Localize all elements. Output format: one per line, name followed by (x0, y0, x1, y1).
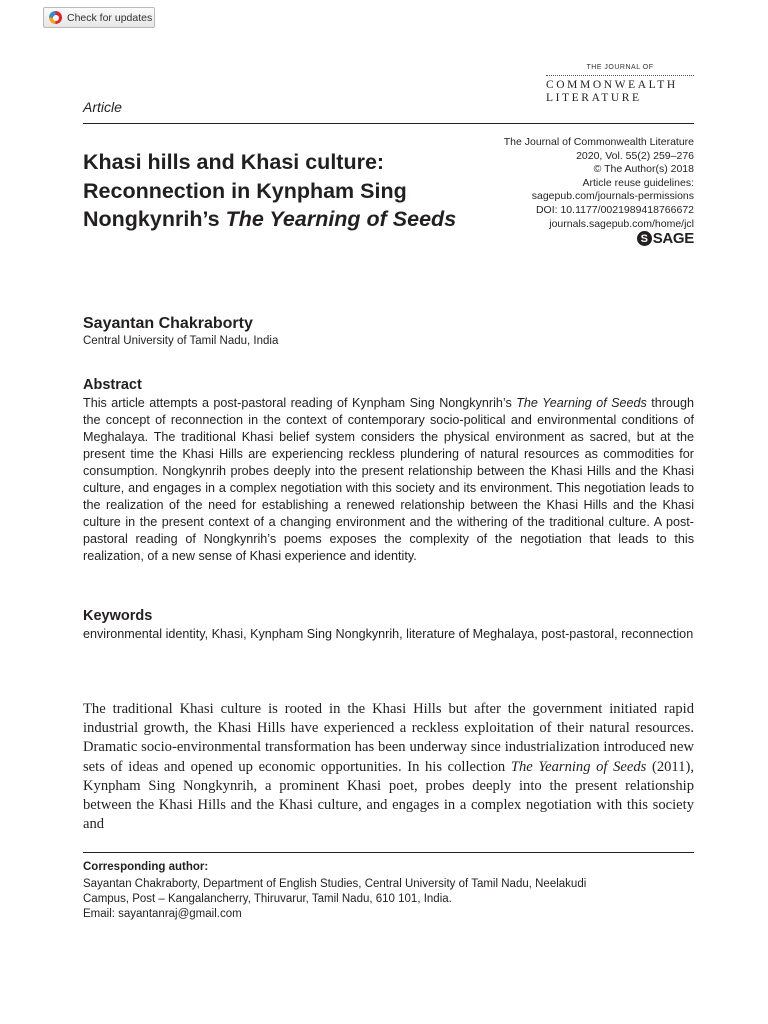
sage-logo (637, 230, 694, 247)
journal-logo (546, 64, 694, 105)
pub-homepage-link[interactable]: journals.sagepub.com/home/jcl (549, 217, 694, 230)
title-italic: The Yearning of Seeds (225, 207, 457, 231)
pub-volume: 2020, Vol. 55(2) 259–276 (576, 149, 694, 162)
corresponding-line2: Campus, Post – Kangalancherry, Thiruvarur, Tamil Nadu, 610 101, India. (83, 893, 452, 905)
author-affiliation: Central University of Tamil Nadu, India (83, 335, 279, 347)
title-main: Khasi hills and Khasi culture: Reconnection in Kynpham Sing Nongkynrih’s (83, 150, 407, 231)
check-for-updates-label: Check for updates (67, 11, 153, 24)
journal-logo-line2: LITERATURE (546, 92, 642, 104)
check-for-updates-button[interactable] (43, 7, 155, 28)
article-type: Article (83, 99, 122, 115)
crossmark-icon (49, 11, 62, 24)
corresponding-line1: Sayantan Chakraborty, Department of English Studies, Central University of Tamil Nadu, Neelakudi (83, 878, 587, 890)
article-title (83, 148, 473, 234)
abstract-pre: This article attempts a post-pastoral reading of Kynpham Sing Nongkynrih’s (83, 396, 517, 410)
abstract-italic: The Yearning of Seeds (516, 396, 647, 410)
pub-reuse: Article reuse guidelines: (582, 176, 694, 189)
publication-info (454, 136, 694, 231)
abstract-post: through the concept of reconnection in the context of contemporary socio-political and environmental conditions of Meghalaya. The traditional Khasi belief system considers the physical environment as sacred, but at the present time the Khasi Hills are experiencing reckless plundering of natural resources as commodities for consumption. Nongkynrih probes deeply into the present relationship between the Khasi Hills and the Khasi culture, and engages in a complex negotiation with this society and its environment. This negotiation leads to the realization of the need for establishing a renewed relationship between the Khasi Hills and the Khasi culture in the present context of a changing environment and the withering of the traditional culture. A post-pastoral reading of Nongkynrih’s poems exposes the complexity of the negotiation that leads to this realization, of a new sense of Khasi experience and identity. (83, 396, 694, 563)
sage-icon: S (637, 231, 652, 246)
footnote-rule (83, 852, 694, 853)
journal-logo-top: THE JOURNAL OF (586, 64, 654, 71)
body-paragraph (83, 700, 694, 834)
corresponding-email[interactable]: Email: sayantanraj@gmail.com (83, 908, 242, 920)
body-pre: The traditional Khasi culture is rooted in the Khasi Hills but after the government initiated rapid industrial growth, the Khasi Hills have experienced a reckless exploitation of their natural resources. Dramatic socio-environmental transformation has been underway since industrialization introduced new sets of ideas and opened up economic opportunities. In his collection (83, 701, 694, 775)
abstract-heading: Abstract (83, 377, 142, 393)
pub-permissions-link[interactable]: sagepub.com/journals-permissions (531, 190, 694, 203)
journal-logo-line1: COMMONWEALTH (546, 79, 678, 91)
publisher-name: SAGE (652, 230, 694, 247)
corresponding-heading: Corresponding author: (83, 861, 209, 873)
abstract-text (83, 395, 694, 565)
pub-doi[interactable]: DOI: 10.1177/0021989418766672 (535, 203, 694, 216)
keywords-text: environmental identity, Khasi, Kynpham Sing Nongkynrih, literature of Meghalaya, post-pastoral, reconnection (83, 627, 694, 641)
body-italic: The Yearning of Seeds (510, 758, 647, 775)
author-name: Sayantan Chakraborty (83, 315, 253, 332)
body-post: (2011), Kynpham Sing Nongkynrih, a prominent Khasi poet, probes deeply into the present relationship between the Khasi Hills and the Khasi culture, and engages in a complex negotiation with this society and (83, 758, 694, 833)
header-rule (83, 123, 694, 124)
pub-journal: The Journal of Commonwealth Literature (503, 136, 694, 148)
pub-copyright: © The Author(s) 2018 (593, 163, 694, 176)
keywords-heading: Keywords (83, 608, 153, 624)
journal-logo-divider (546, 75, 694, 76)
corresponding-details (83, 877, 694, 922)
